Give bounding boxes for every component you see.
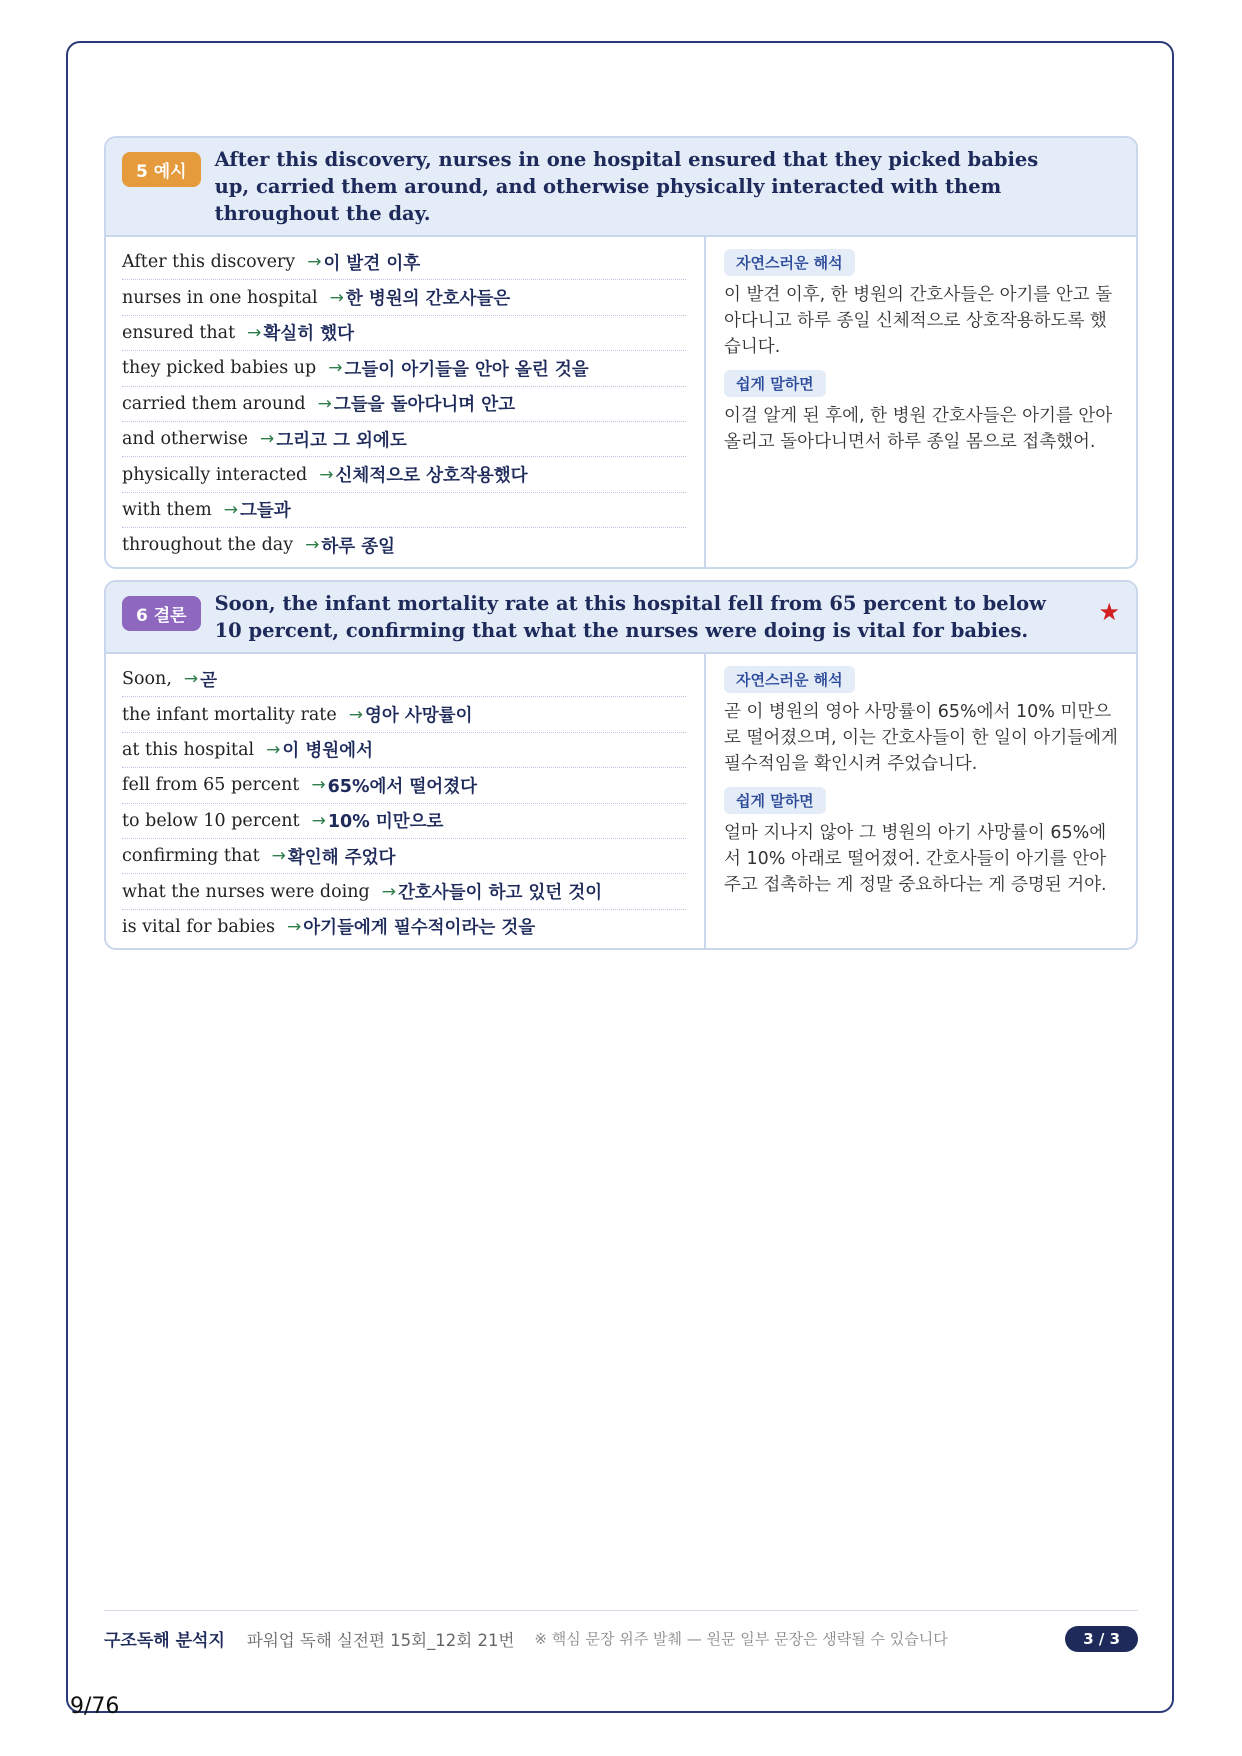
chunk-english: After this discovery — [122, 252, 296, 273]
arrow-icon: → — [381, 881, 396, 902]
chunk-korean: 그들과 — [239, 501, 291, 522]
chunk-list — [106, 237, 706, 567]
chunk-korean: 이 병원에서 — [282, 741, 373, 762]
chunk-english: confirming that — [122, 846, 260, 867]
chunk-english: is vital for babies — [122, 916, 275, 937]
chunk-row — [122, 910, 686, 944]
chunk-korean: 하루 종일 — [321, 536, 396, 557]
footer-source: 파워업 독해 실전편 15회_12회 21번 — [246, 1630, 515, 1650]
chunk-korean: 확인해 주었다 — [287, 847, 396, 868]
arrow-icon: → — [348, 704, 363, 725]
arrow-icon: → — [247, 322, 262, 343]
chunk-korean: 아기들에게 필수적이라는 것을 — [303, 918, 536, 939]
section-header — [106, 138, 1136, 237]
arrow-icon: → — [311, 775, 326, 796]
chunk-english: the infant mortality rate — [122, 704, 337, 725]
chunk-korean: 그들이 아기들을 안아 올린 것을 — [344, 359, 589, 380]
arrow-icon: → — [317, 393, 332, 414]
arrow-icon: → — [286, 916, 302, 937]
chunk-english: Soon, — [122, 669, 172, 690]
arrow-icon: → — [307, 252, 322, 273]
chunk-row — [122, 874, 686, 909]
chunk-row — [122, 351, 686, 386]
easy-label: 쉽게 말하면 — [724, 787, 826, 814]
arrow-icon: → — [319, 464, 334, 485]
chunk-english: fell from 65 percent — [122, 775, 300, 796]
chunk-korean: 영아 사망률이 — [364, 706, 473, 727]
easy-explanation: 얼마 지나지 않아 그 병원의 아기 사망률이 65%에서 10% 아래로 떨어졌어. 간호사들이 아기를 안아주고 접촉하는 게 정말 중요하다는 게 증명된 거야. — [724, 823, 1107, 895]
section-card-5 — [104, 136, 1138, 569]
chunk-row — [122, 493, 686, 528]
footer-title: 구조독해 분석지 — [104, 1631, 225, 1651]
interpretation-panel — [706, 237, 1136, 567]
arrow-icon: → — [329, 287, 344, 308]
natural-label: 자연스러운 해석 — [724, 249, 855, 276]
chunk-english: throughout the day — [122, 535, 294, 556]
chunk-english: what the nurses were doing — [122, 881, 370, 902]
chunk-row — [122, 457, 686, 492]
footer-note: ※ 핵심 문장 위주 발췌 — 원문 일부 문장은 생략될 수 있습니다 — [534, 1630, 948, 1648]
chunk-row — [122, 316, 686, 351]
arrow-icon: → — [305, 535, 320, 556]
chunk-korean: 신체적으로 상호작용했다 — [335, 466, 528, 487]
easy-label: 쉽게 말하면 — [724, 370, 826, 397]
footer — [104, 1610, 1138, 1666]
chunk-korean: 곧 — [200, 670, 218, 691]
chunk-korean: 확실히 했다 — [263, 324, 355, 345]
chunk-korean: 한 병원의 간호사들은 — [345, 289, 511, 310]
easy-explanation: 이걸 알게 된 후에, 한 병원 간호사들은 아기를 안아 올리고 돌아다니면서 하루 종일 몸으로 접촉했어. — [724, 406, 1113, 452]
section-badge: 6 결론 — [122, 596, 201, 631]
chunk-korean: 그리고 그 외에도 — [276, 430, 407, 451]
star-icon: ★ — [1098, 598, 1120, 626]
section-header — [106, 582, 1136, 654]
chunk-english: with them — [122, 499, 212, 520]
arrow-icon: → — [259, 429, 275, 450]
section-sentence: Soon, the infant mortality rate at this hospital fell from 65 percent to below 10 percent, confirming that what the nurses were doing is vital for babies. — [214, 592, 1046, 642]
page-counter: 9/76 — [70, 1694, 120, 1719]
chunk-row — [122, 245, 686, 280]
arrow-icon: → — [183, 669, 199, 690]
chunk-row — [122, 422, 686, 457]
section-sentence: After this discovery, nurses in one hospital ensured that they picked babies up, carried them around, and otherwise physically interacted with them throughout the day. — [214, 148, 1039, 225]
interpretation-panel — [706, 654, 1136, 948]
chunk-row — [122, 733, 686, 768]
chunk-english: ensured that — [122, 322, 236, 343]
chunk-row — [122, 697, 686, 732]
chunk-english: nurses in one hospital — [122, 287, 318, 308]
chunk-korean: 이 발견 이후 — [323, 253, 421, 274]
section-card-6 — [104, 580, 1138, 950]
arrow-icon: → — [223, 499, 238, 520]
natural-label: 자연스러운 해석 — [724, 666, 855, 693]
chunk-korean: 10% 미만으로 — [327, 812, 444, 833]
chunk-korean: 65%에서 떨어졌다 — [327, 776, 478, 797]
chunk-english: carried them around — [122, 393, 306, 414]
chunk-english: at this hospital — [122, 739, 255, 760]
chunk-english: to below 10 percent — [122, 810, 300, 831]
chunk-row — [122, 528, 686, 562]
section-badge: 5 예시 — [122, 152, 201, 187]
chunk-english: they picked babies up — [122, 358, 317, 379]
chunk-list — [106, 654, 706, 948]
chunk-english: and otherwise — [122, 429, 248, 450]
arrow-icon: → — [311, 810, 326, 831]
natural-translation: 곧 이 병원의 영아 사망률이 65%에서 10% 미만으로 떨어졌으며, 이는 간호사들이 한 일이 아기들에게 필수적임을 확인시켜 주었습니다. — [724, 702, 1118, 774]
chunk-row — [122, 839, 686, 874]
arrow-icon: → — [271, 846, 286, 867]
arrow-icon: → — [266, 739, 281, 760]
chunk-english: physically interacted — [122, 464, 308, 485]
chunk-row — [122, 387, 686, 422]
chunk-row — [122, 804, 686, 839]
chunk-korean: 그들을 돌아다니며 안고 — [333, 395, 516, 416]
chunk-row — [122, 280, 686, 315]
chunk-row — [122, 768, 686, 803]
chunk-row — [122, 662, 686, 697]
chunk-korean: 간호사들이 하고 있던 것이 — [397, 883, 603, 904]
arrow-icon: → — [328, 358, 343, 379]
page-number-badge: 3 / 3 — [1065, 1626, 1138, 1652]
natural-translation: 이 발견 이후, 한 병원의 간호사들은 아기를 안고 돌아다니고 하루 종일 신체적으로 상호작용하도록 했습니다. — [724, 285, 1113, 357]
